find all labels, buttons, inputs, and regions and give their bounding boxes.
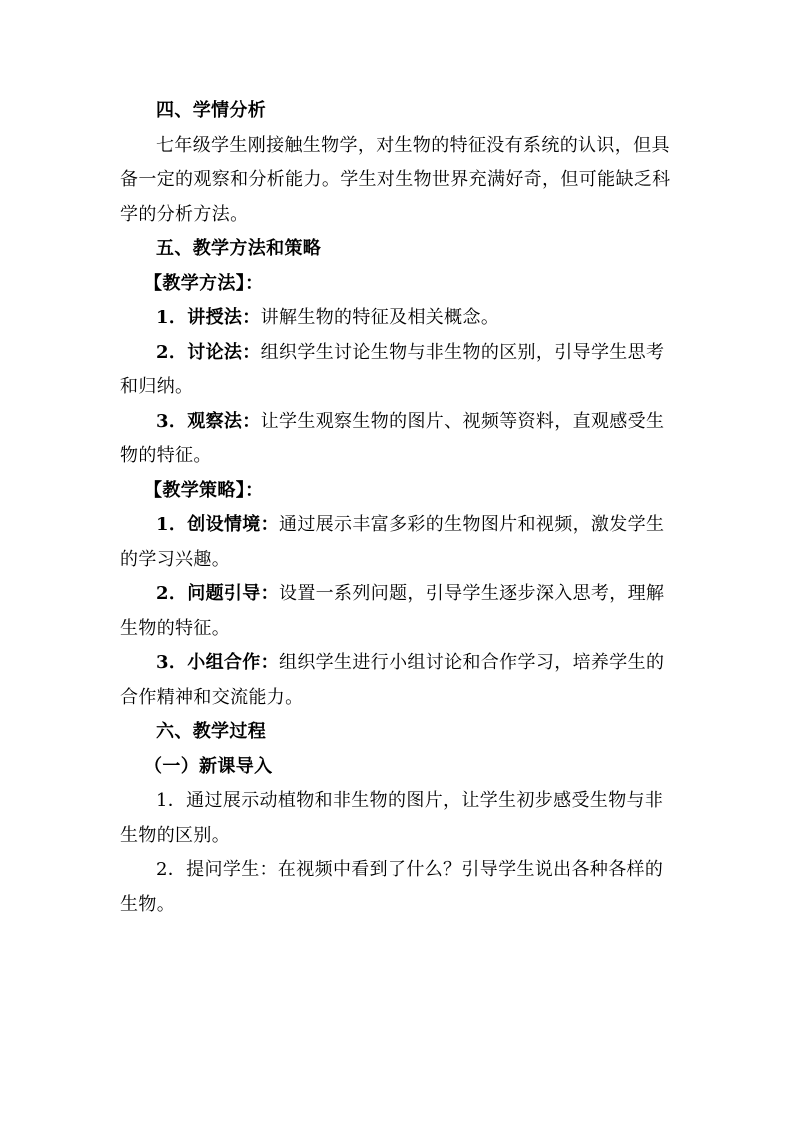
- item-colon: ：: [242, 341, 261, 363]
- item-term: 3．观察法: [156, 410, 243, 432]
- item-colon: ：: [260, 583, 279, 604]
- item-term: 1．创设情境: [156, 514, 261, 535]
- item-continuation: 合作精神和交流能力。: [120, 686, 304, 708]
- list-item: [120, 646, 676, 681]
- section-heading-learner-analysis: 四、学情分析: [156, 100, 267, 121]
- item-continuation: 和归纳。: [120, 376, 194, 397]
- list-item: [120, 405, 676, 440]
- item-text: 让学生观察生物的图片、视频等资料，直观感受生: [260, 410, 665, 432]
- item-continuation: 生物的特征。: [120, 617, 231, 639]
- paragraph-line: 备一定的观察和分析能力。学生对生物世界充满好奇，但可能缺乏科: [120, 169, 671, 190]
- item-text: 组织学生进行小组讨论和合作学习，培养学生的: [278, 652, 665, 673]
- item-colon: ：: [260, 652, 279, 673]
- list-item: [120, 301, 676, 336]
- list-item: [120, 577, 676, 612]
- item-term: 1．讲授法: [156, 307, 243, 328]
- section-heading-teaching-process: 六、教学过程: [156, 721, 267, 742]
- item-colon: ：: [242, 307, 261, 328]
- list-item: 2．提问学生：在视频中看到了什么？引导学生说出各种各样的: [156, 859, 664, 880]
- item-colon: ：: [242, 410, 261, 432]
- item-text: 设置一系列问题，引导学生逐步深入思考，理解: [278, 583, 665, 604]
- item-term: 2．问题引导: [156, 583, 261, 604]
- item-colon: ：: [260, 514, 279, 535]
- document-body: [120, 94, 676, 922]
- paragraph-line: 七年级学生刚接触生物学，对生物的特征没有系统的认识，但具: [156, 134, 670, 156]
- item-text: 讲解生物的特征及相关概念。: [260, 307, 500, 328]
- item-term: 2．讨论法: [156, 341, 243, 363]
- item-text: 组织学生讨论生物与非生物的区别，引导学生思考: [260, 341, 665, 363]
- paragraph-line: 学的分析方法。: [120, 203, 249, 225]
- subheading-teaching-strategies: 【教学策略】：: [144, 479, 264, 501]
- item-continuation: 物的特征。: [120, 445, 212, 466]
- list-item: [120, 508, 676, 543]
- item-term: 3．小组合作: [156, 652, 261, 673]
- item-continuation: 生物。: [120, 893, 176, 915]
- item-text: 通过展示丰富多彩的生物图片和视频，激发学生: [278, 514, 665, 535]
- item-continuation: 生物的区别。: [120, 824, 231, 846]
- section-heading-methods-strategies: 五、教学方法和策略: [156, 238, 322, 259]
- subheading-new-lesson-intro: （一）新课导入: [144, 755, 273, 777]
- item-continuation: 的学习兴趣。: [120, 548, 231, 570]
- list-item: [120, 336, 676, 371]
- list-item: 1．通过展示动植物和非生物的图片，让学生初步感受生物与非: [156, 790, 664, 811]
- subheading-teaching-methods: 【教学方法】：: [144, 272, 264, 294]
